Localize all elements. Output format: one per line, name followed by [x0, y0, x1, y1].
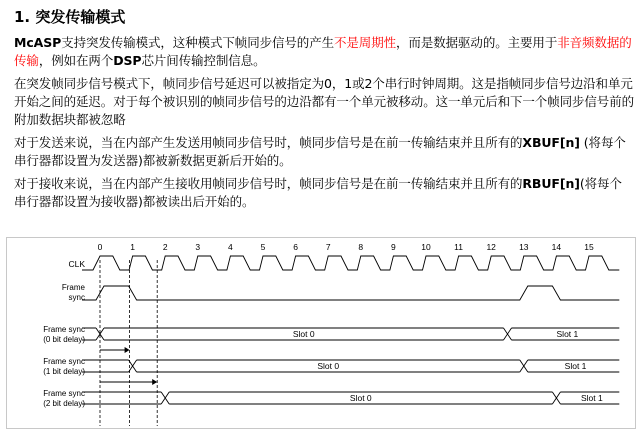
term-rbuf: RBUF[n]: [522, 176, 580, 191]
delay-arrowhead: [125, 347, 130, 353]
frame-sync-waveform: [82, 286, 619, 300]
slot1-label: Slot 1: [564, 361, 587, 371]
slot0-label: Slot 0: [317, 361, 340, 371]
frame-sync-label: Frame: [61, 283, 85, 292]
slot1-label: Slot 1: [556, 329, 579, 339]
clock-number-label: 2: [162, 242, 168, 252]
clk-waveform: [82, 256, 619, 270]
row-signal-label: Frame sync: [43, 357, 85, 366]
clock-number-label: 7: [325, 242, 331, 252]
paragraph-transmit: [14, 134, 634, 170]
clk-signal-label: CLK: [68, 259, 85, 269]
clock-number-label: 6: [293, 242, 298, 252]
text-run: ，例如在两个: [38, 53, 114, 68]
paragraph-frame-sync-delay: 在突发帧同步信号模式下，帧同步信号延迟可以被指定为0，1或2个串行时钟周期。这是指帧同步信号边沿和单元开始之间的延迟。对于每个被识别的帧同步信号的边沿都有一个单元被移动。这一单元后和下一个帧同步信号前的附加数据块都被忽略: [14, 76, 635, 127]
document-body: [14, 6, 634, 216]
text-run: 芯片间传输控制信息。: [141, 53, 266, 68]
row-signal-label: (0 bit delay): [43, 335, 85, 344]
slot0-label: Slot 0: [292, 329, 315, 339]
clock-number-label: 12: [486, 242, 496, 252]
clock-number-label: 8: [358, 242, 364, 252]
text-run: 对于发送来说，当在内部产生发送用帧同步信号时，帧同步信号是在前一传输结束并且所有的: [14, 135, 523, 150]
text-run: ，而是数据驱动的。主要用于: [396, 35, 558, 50]
clock-number-label: 11: [454, 242, 464, 252]
clock-number-label: 10: [421, 242, 431, 252]
row-signal-label: (2 bit delay): [43, 399, 85, 408]
timing-diagram-svg: [7, 238, 635, 428]
row-signal-label: (1 bit delay): [43, 367, 85, 376]
clock-number-label: 5: [260, 242, 266, 252]
text-run: 支持突发传输模式，这种模式下帧同步信号的产生: [61, 35, 334, 50]
clock-number-label: 1: [130, 242, 135, 252]
term-dsp: DSP: [113, 53, 142, 68]
clock-number-label: 3: [195, 242, 201, 252]
text-run: 对于接收来说，当在内部产生接收用帧同步信号时，帧同步信号是在前一传输结束并且所有的: [14, 176, 523, 191]
paragraph-receive: [14, 175, 634, 211]
term-xbuf: XBUF[n]: [522, 135, 580, 150]
slot1-label: Slot 1: [580, 393, 603, 403]
data-bus-idle: [82, 392, 161, 404]
text-run: (将每个串行器都设置为接收器)都被读出后开始的。: [14, 176, 622, 209]
paragraph-burst-mode: [14, 34, 634, 70]
highlight-not-periodic: 不是周期性: [334, 35, 397, 50]
term-mcasp: McASP: [14, 35, 62, 50]
timing-diagram: [6, 237, 636, 429]
slot0-label: Slot 0: [349, 393, 372, 403]
clock-number-label: 9: [391, 242, 396, 252]
section-heading: 1. 突发传输模式: [14, 8, 126, 26]
clock-number-label: 13: [519, 242, 529, 252]
row-signal-label: Frame sync: [43, 389, 85, 398]
row-signal-label: Frame sync: [43, 325, 85, 334]
clock-number-label: 4: [228, 242, 233, 252]
data-bus-idle: [82, 360, 129, 372]
clock-number-label: 15: [584, 242, 594, 252]
delay-arrowhead: [152, 379, 157, 385]
highlight-non-audio: 非音频数据的传输: [14, 35, 632, 68]
clock-number-label: 0: [97, 242, 103, 252]
clock-number-label: 14: [551, 242, 562, 252]
text-run: (将每个串行器都设置为发送器)都被新数据更新后开始的。: [14, 135, 626, 168]
frame-sync-label: sync: [68, 293, 85, 302]
